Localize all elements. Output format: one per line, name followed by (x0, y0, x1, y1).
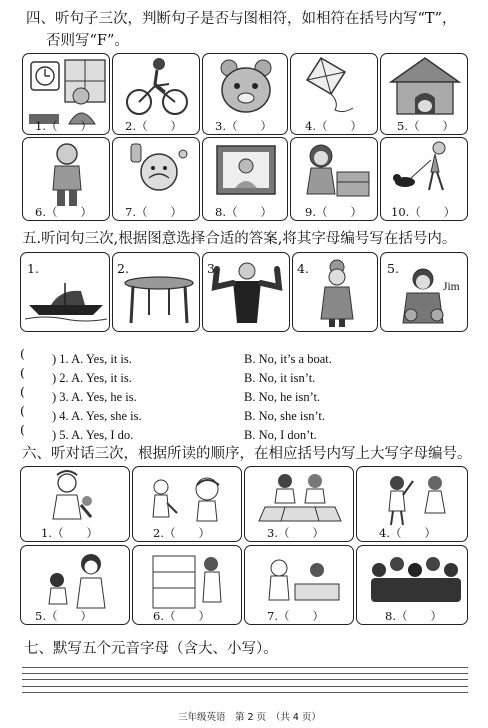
picture-number: 2. (117, 261, 129, 276)
picture-box-4-1 (22, 53, 110, 135)
picture-box-5-4 (292, 252, 378, 332)
writing-line-1 (22, 667, 468, 668)
question-5-option-a: ) 5. A. Yes, I do. (52, 428, 134, 442)
picture-box-4-5 (380, 53, 468, 135)
section5-title: 五.听问句三次,根据图意选择合适的答案,将其字母编号写在括号内。 (22, 231, 457, 247)
question-1-option-b: B. No, it’s a boat. (244, 352, 332, 366)
picture-box-4-10 (380, 137, 468, 221)
section6-title: 六、听对话三次，根据所读的顺序，在相应括号内写上大写字母编号。 (22, 446, 472, 462)
question-3-option-a: ) 3. A. Yes, he is. (52, 390, 137, 404)
section7-title: 七、默写五个元音字母（含大、小写）。 (24, 641, 278, 657)
picture-box-4-4 (290, 53, 378, 135)
picture-box-6-6 (132, 545, 242, 625)
picture-label: 1.（ ） (41, 526, 98, 540)
picture-label: 3.（ ） (267, 526, 324, 540)
answer-paren-3: ( (20, 384, 25, 399)
picture-box-6-8 (356, 545, 468, 625)
picture-box-6-3 (244, 466, 354, 542)
answer-paren-5: ( (20, 422, 25, 437)
picture-box-6-7 (244, 545, 354, 625)
picture-box-6-4 (356, 466, 468, 542)
question-2-option-b: B. No, it isn’t. (244, 371, 316, 385)
jim-caption: Jim (443, 281, 460, 293)
answer-paren-4: ( (20, 403, 25, 418)
picture-label: 7.（ ） (267, 609, 324, 623)
picture-box-6-1 (20, 466, 130, 542)
picture-label: 3.（ ） (215, 119, 272, 133)
picture-label: 8.（ ） (385, 609, 442, 623)
picture-box-4-7 (112, 137, 200, 221)
picture-box-5-1 (20, 252, 110, 332)
question-1-option-a: ) 1. A. Yes, it is. (52, 352, 132, 366)
section4-title-line1: 四、听句子三次，判断句子是否与图相符，如相符在括号内写“T”， (26, 11, 457, 27)
picture-box-5-5 (380, 252, 468, 332)
picture-label: 7.（ ） (125, 205, 182, 219)
picture-box-5-3 (202, 252, 290, 332)
picture-number: 3. (207, 261, 219, 276)
page-footer: 三年级英语 第 2 页 （共 4 页） (178, 712, 321, 723)
answer-paren-1: ( (20, 346, 25, 361)
writing-line-2 (22, 673, 468, 674)
picture-box-4-6 (22, 137, 110, 221)
picture-label: 9.（ ） (305, 205, 362, 219)
picture-box-4-8 (202, 137, 288, 221)
picture-label: 6.（ ） (153, 609, 210, 623)
question-5-option-b: B. No, I don’t. (244, 428, 317, 442)
picture-number: 5. (387, 261, 399, 276)
picture-label: 8.（ ） (215, 205, 272, 219)
question-4-option-a: ) 4. A. Yes, she is. (52, 409, 142, 423)
picture-box-4-2 (112, 53, 200, 135)
picture-label: 4.（ ） (379, 526, 436, 540)
picture-box-4-3 (202, 53, 288, 135)
writing-line-4 (22, 686, 468, 687)
picture-number: 1. (27, 261, 39, 276)
section4-title-line2: 否则写“F”。 (46, 33, 129, 49)
picture-label: 6.（ ） (35, 205, 92, 219)
picture-box-6-5 (20, 545, 130, 625)
picture-label: 4.（ ） (305, 119, 362, 133)
picture-label: 2.（ ） (153, 526, 210, 540)
writing-line-5 (22, 692, 468, 693)
question-3-option-b: B. No, he isn’t. (244, 390, 321, 404)
writing-line-3 (22, 679, 468, 680)
picture-box-4-9 (290, 137, 378, 221)
answer-paren-2: ( (20, 365, 25, 380)
picture-label: 10.（ ） (391, 205, 456, 219)
picture-label: 5.（ ） (35, 609, 92, 623)
picture-label: 5.（ ） (397, 119, 454, 133)
picture-label: 1.（ ） (35, 119, 92, 133)
picture-box-5-2 (112, 252, 200, 332)
picture-label: 2.（ ） (125, 119, 182, 133)
picture-number: 4. (297, 261, 309, 276)
question-4-option-b: B. No, she isn’t. (244, 409, 326, 423)
picture-box-6-2 (132, 466, 242, 542)
question-2-option-a: ) 2. A. Yes, it is. (52, 371, 132, 385)
